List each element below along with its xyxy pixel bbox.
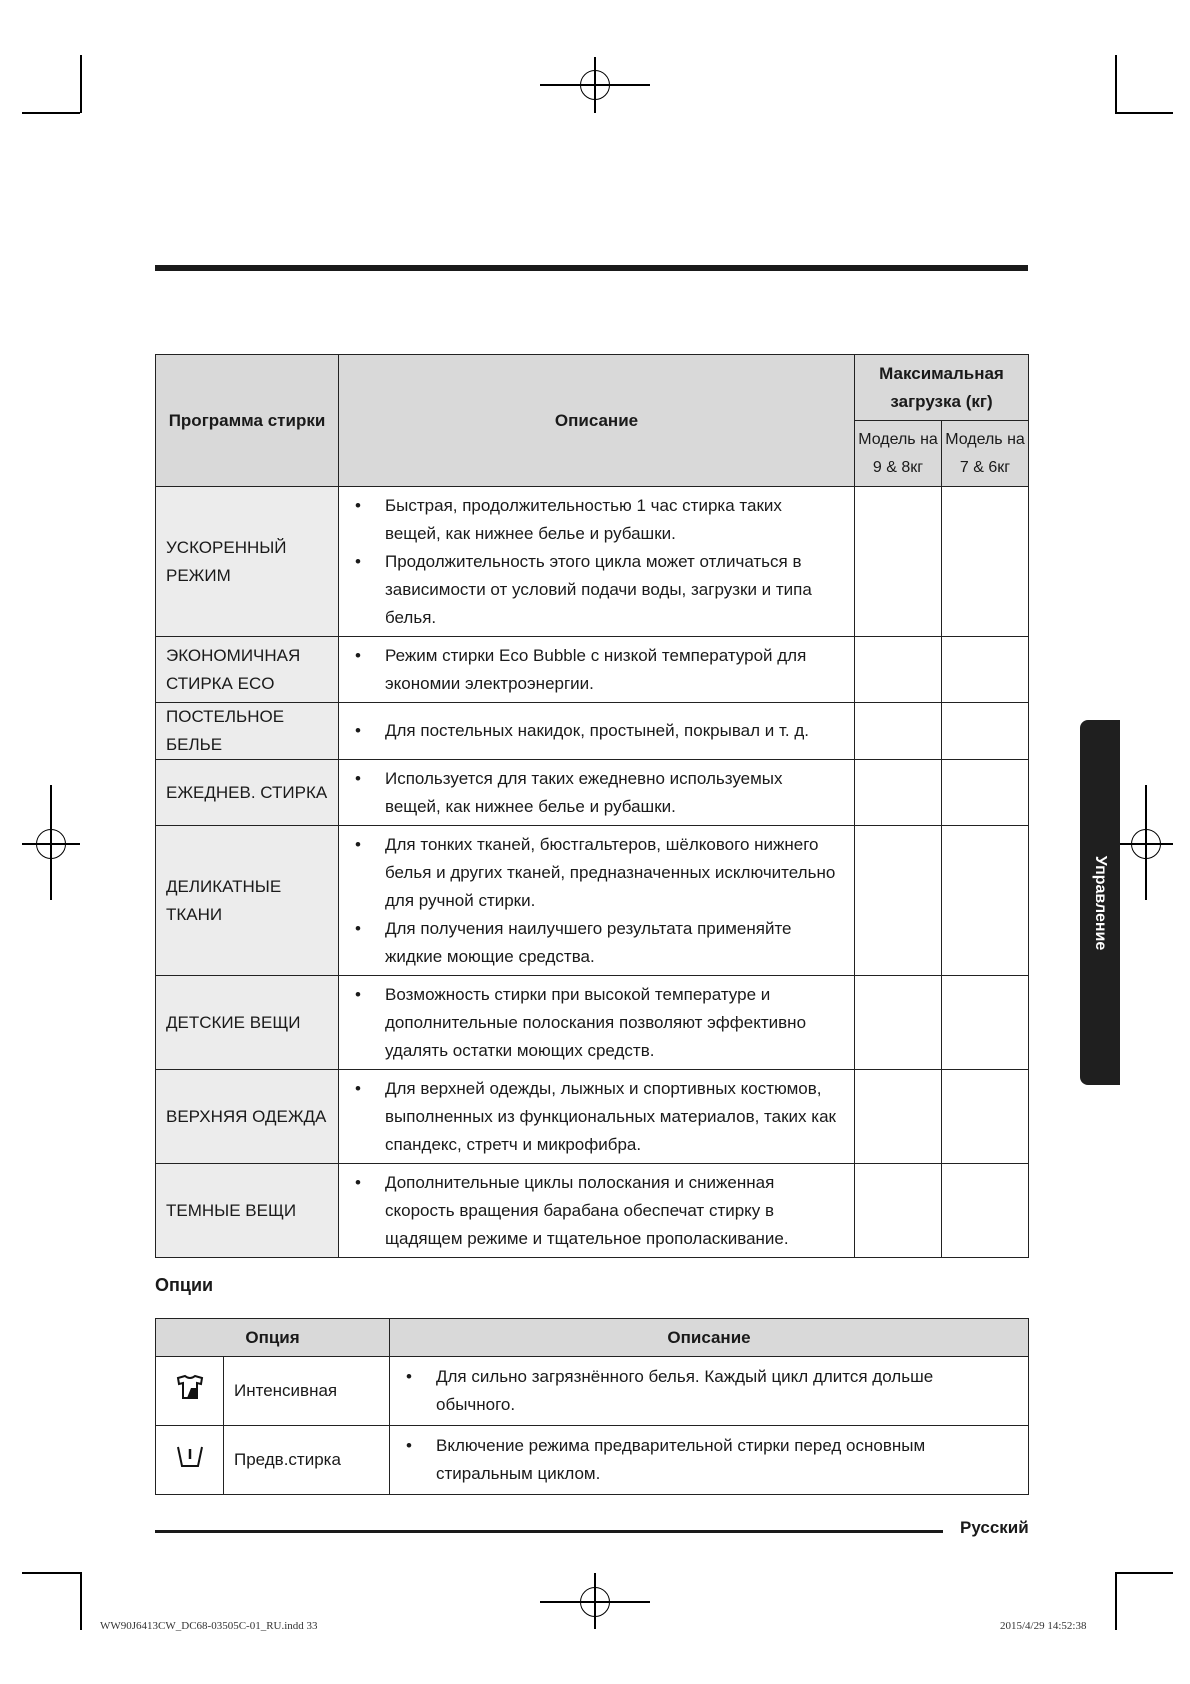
crop-mark [22,1572,80,1574]
program-name: ЭКОНОМИЧНАЯ СТИРКА ECO [156,637,339,703]
load-cell-7-6 [942,637,1029,703]
description-bullet: • Для постельных накидок, простыней, покрывал и т. д. [349,717,840,745]
program-description [339,976,855,1070]
program-row [156,703,1029,760]
option-description [390,1426,1029,1495]
option-row [156,1357,1029,1426]
header-option-description: Описание [390,1319,1029,1357]
description-bullet: • Для получения наилучшего результата применяйте жидкие моющие средства. [349,915,840,971]
header-rule [155,265,1028,271]
print-file-info: WW90J6413CW_DC68-03505C-01_RU.indd 33 [100,1620,318,1632]
header-description: Описание [339,355,855,487]
program-row [156,1070,1029,1164]
load-cell-9-8 [855,637,942,703]
options-title: Опции [155,1275,214,1295]
header-model-9-8: Модель на 9 & 8кг [855,421,942,487]
language-label: Русский [960,1518,1029,1537]
program-row [156,826,1029,976]
program-name: ЕЖЕДНЕВ. СТИРКА [156,760,339,826]
program-row [156,1164,1029,1258]
header-model-7-6: Модель на 7 & 6кг [942,421,1029,487]
program-description [339,487,855,637]
program-description [339,1164,855,1258]
footer-rule [155,1530,943,1533]
program-name: ВЕРХНЯЯ ОДЕЖДА [156,1070,339,1164]
description-bullet: • Для тонких тканей, бюстгальтеров, шёлкового нижнего белья и других тканей, предназначенных исключительно для ручной стирки. [349,831,840,915]
options-table [155,1318,1029,1495]
load-cell-7-6 [942,976,1029,1070]
load-cell-9-8 [855,760,942,826]
load-cell-7-6 [942,760,1029,826]
description-bullet: • Для верхней одежды, лыжных и спортивных костюмов, выполненных из функциональных материалов, таких как спандекс, стретч и микрофибра. [349,1075,840,1159]
program-description [339,703,855,760]
crop-mark [80,55,82,113]
option-name: Интенсивная [224,1357,390,1426]
description-bullet: • Быстрая, продолжительностью 1 час стирка таких вещей, как нижнее белье и рубашки. [349,492,840,548]
crop-mark [22,112,80,114]
program-row [156,637,1029,703]
crop-mark [80,1572,82,1630]
description-bullet: • Используется для таких ежедневно используемых вещей, как нижнее белье и рубашки. [349,765,840,821]
crop-mark [1115,112,1173,114]
load-cell-7-6 [942,826,1029,976]
load-cell-9-8 [855,703,942,760]
section-side-tab [1080,720,1120,1085]
program-description [339,1070,855,1164]
program-description [339,826,855,976]
load-cell-9-8 [855,487,942,637]
wash-programs-table [155,354,1029,1258]
program-name: УСКОРЕННЫЙ РЕЖИМ [156,487,339,637]
option-name: Предв.стирка [224,1426,390,1495]
load-cell-7-6 [942,487,1029,637]
program-row [156,487,1029,637]
header-option: Опция [156,1319,390,1357]
prewash-tub-icon [156,1426,224,1495]
load-cell-7-6 [942,1164,1029,1258]
description-bullet: • Возможность стирки при высокой температуре и дополнительные полоскания позволяют эффективно удалять остатки моющих средств. [349,981,840,1065]
program-name: ТЕМНЫЕ ВЕЩИ [156,1164,339,1258]
header-program: Программа стирки [156,355,339,487]
program-name: ПОСТЕЛЬНОЕ БЕЛЬЕ [156,703,339,760]
load-cell-9-8 [855,826,942,976]
description-bullet: • Дополнительные циклы полоскания и сниженная скорость вращения барабана обеспечат стирку в щадящем режиме и тщательное прополаскивание. [349,1169,840,1253]
description-bullet: • Включение режима предварительной стирки перед основным стиральным циклом. [400,1432,1016,1488]
description-bullet: • Продолжительность этого цикла может отличаться в зависимости от условий подачи воды, загрузки и типа белья. [349,548,840,632]
header-max-load: Максимальная загрузка (кг) [855,355,1029,421]
description-bullet: • Режим стирки Eco Bubble с низкой температурой для экономии электроэнергии. [349,642,840,698]
program-description [339,760,855,826]
crop-mark [1115,1572,1117,1630]
program-row [156,760,1029,826]
crop-mark [1115,55,1117,113]
program-row [156,976,1029,1070]
crop-mark [1115,1572,1173,1574]
description-bullet: • Для сильно загрязнённого белья. Каждый цикл длится дольше обычного. [400,1363,1016,1419]
option-description [390,1357,1029,1426]
side-tab-label: Управление [1092,855,1109,950]
program-description [339,637,855,703]
load-cell-7-6 [942,703,1029,760]
option-row [156,1426,1029,1495]
load-cell-9-8 [855,1164,942,1258]
load-cell-9-8 [855,1070,942,1164]
program-name: ДЕТСКИЕ ВЕЩИ [156,976,339,1070]
program-name: ДЕЛИКАТНЫЕ ТКАНИ [156,826,339,976]
load-cell-7-6 [942,1070,1029,1164]
print-date-info: 2015/4/29 14:52:38 [1000,1620,1087,1632]
load-cell-9-8 [855,976,942,1070]
intensive-shirt-icon [156,1357,224,1426]
